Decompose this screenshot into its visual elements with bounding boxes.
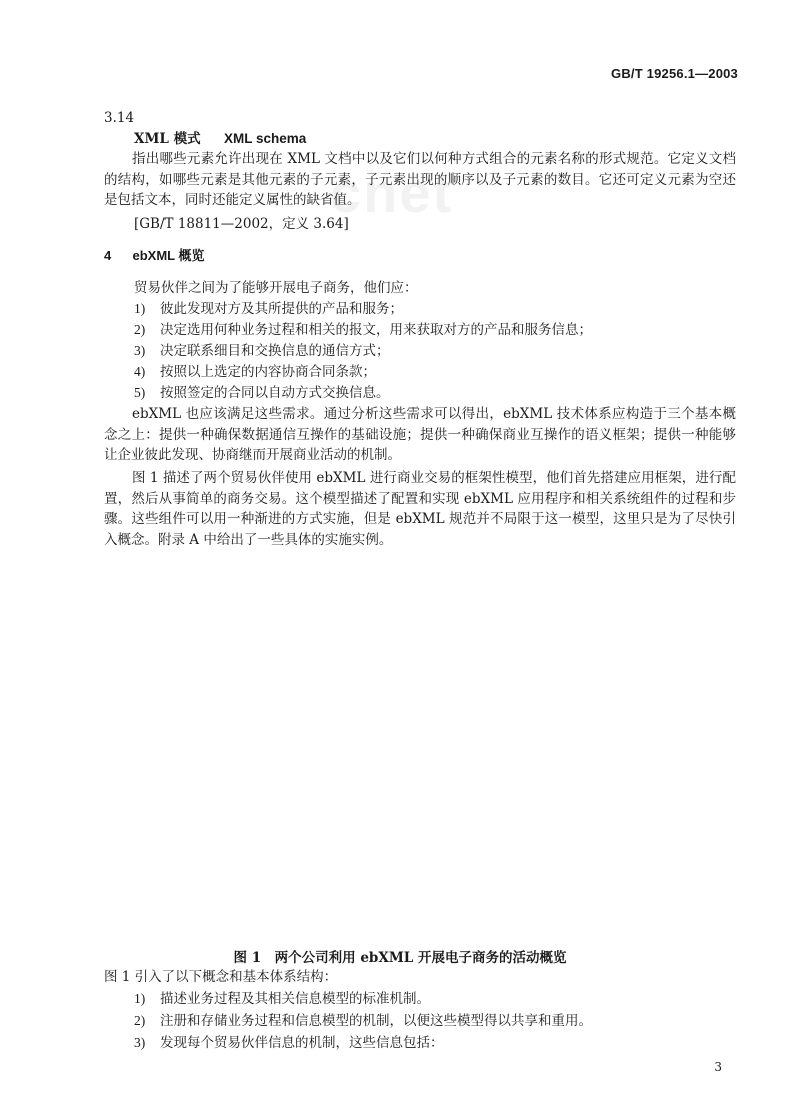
list-item-number: 1) (134, 991, 146, 1006)
watermark: cnet (330, 161, 454, 224)
page-number: 3 (714, 1060, 722, 1074)
list-item-number: 5) (134, 385, 146, 400)
section-4-heading (104, 246, 204, 266)
list-item (134, 383, 390, 403)
list-item (134, 1011, 592, 1031)
list-item-number: 2) (134, 1013, 146, 1028)
list-item-number: 3) (134, 1035, 146, 1050)
section-3-14-number: 3.14 (104, 110, 135, 126)
section-4-title: ebXML 概览 (132, 248, 205, 263)
list-item-number: 2) (134, 322, 146, 337)
list-item-text: 注册和存储业务过程和信息模型的机制，以便这些模型得以共享和重用。 (160, 1013, 592, 1029)
term-definition: 指出哪些元素允许出现在 XML 文档中以及它们以何种方式组合的元素名称的形式规范。它定义文档的结构，如哪些元素是其他元素的子元素，子元素出现的顺序以及子元素的数目。它还可定义元素为空还是包括文本，同时还能定义属性的缺省值。 (104, 151, 736, 208)
figure-1-intro: 图 1 引入了以下概念和基本体系结构： (104, 969, 338, 985)
list-item (134, 299, 403, 319)
list-item (134, 989, 430, 1009)
list-item-text: 描述业务过程及其相关信息模型的标准机制。 (160, 991, 430, 1007)
term-en: XML schema (224, 131, 307, 146)
list-item-text: 决定选用何种业务过程和相关的报文，用来获取对方的产品和服务信息； (160, 322, 592, 338)
paragraph-ebxml-requirements: ebXML 也应该满足这些需求。通过分析这些需求可以得出，ebXML 技术体系应构造于三个基本概念之上：提供一种确保数据通信互操作的基础设施；提供一种确保商业互操作的语义框架；提供一种能够让企业彼此发现、协商继而开展商业活动的机制。 (104, 406, 736, 463)
list-item-text: 按照以上选定的内容协商合同条款； (160, 364, 376, 380)
paragraph-figure-description: 图 1 描述了两个贸易伙伴使用 ebXML 进行商业交易的框架性模型，他们首先搭建应用框架，进行配置，然后从事简单的商务交易。这个模型描述了配置和实现 ebXML 应用程序和相关系统组件的过程和步骤。这些组件可以用一种渐进的方式实施，但是 ebXML 规范并不局限于这一模型，这里只是为了尽快引入概念。附录 A 中给出了一些具体的实施实例。 (104, 470, 736, 548)
list-item-text: 彼此发现对方及其所提供的产品和服务； (160, 301, 403, 317)
list-item-text: 决定联系细目和交换信息的通信方式； (160, 343, 390, 359)
figure-1-caption: 图 1 两个公司利用 ebXML 开展电子商务的活动概览 (233, 950, 567, 966)
list-item (134, 1033, 444, 1053)
list-item (134, 341, 390, 361)
term-cn: XML 模式 (134, 131, 201, 147)
list-item-text: 按照签定的合同以自动方式交换信息。 (160, 385, 390, 401)
standard-number-header: GB/T 19256.1—2003 (611, 66, 738, 81)
list-item (134, 320, 592, 340)
section-4-number: 4 (104, 248, 112, 263)
list-item (134, 362, 376, 382)
list-item-number: 1) (134, 301, 146, 316)
list-item-number: 4) (134, 364, 146, 379)
list-item-text: 发现每个贸易伙伴信息的机制，这些信息包括： (160, 1035, 444, 1051)
section-4-intro: 贸易伙伴之间为了能够开展电子商务，他们应： (134, 280, 418, 296)
definition-reference: [GB/T 18811—2002，定义 3.64] (134, 216, 349, 232)
figure-1-area (104, 580, 736, 930)
list-item-number: 3) (134, 343, 146, 358)
term-line (134, 129, 306, 149)
